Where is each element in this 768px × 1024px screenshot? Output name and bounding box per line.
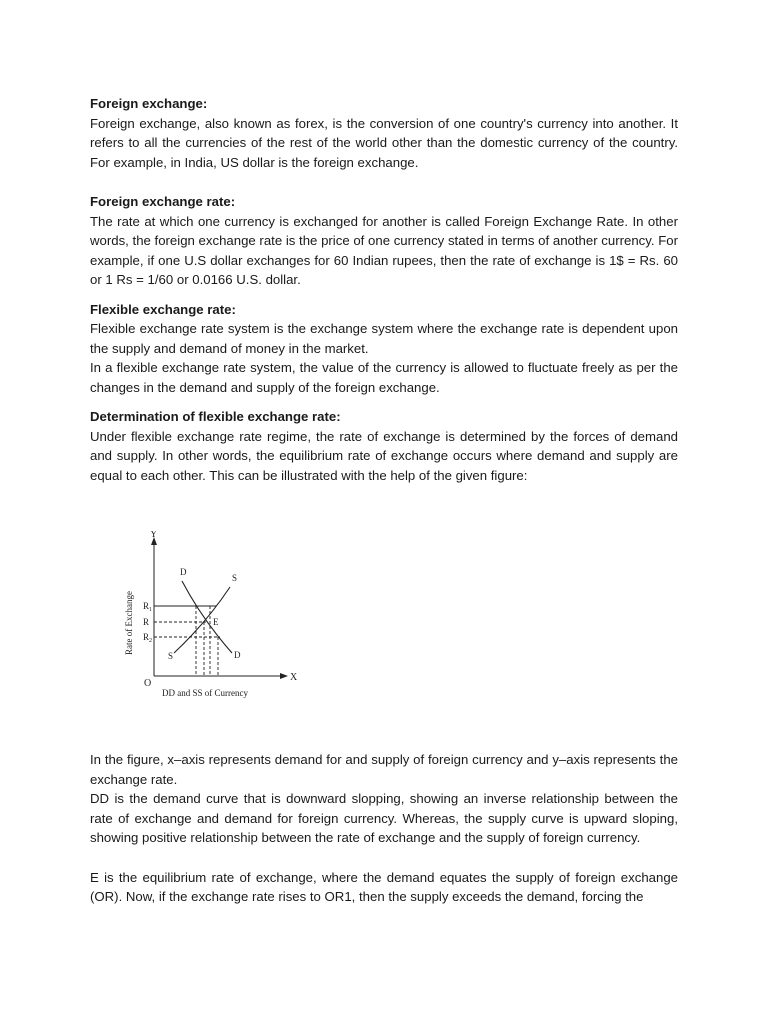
section-heading: Foreign exchange rate:: [90, 194, 236, 209]
demand-curve: [182, 581, 232, 653]
demand-label-bottom: D: [234, 650, 241, 660]
x-axis-arrow: [280, 673, 288, 679]
y-axis-letter: Y: [150, 531, 158, 540]
rate-r1-label: $R_1$: [143, 601, 153, 613]
section-determination: [90, 407, 678, 485]
x-axis-letter: X: [290, 672, 298, 683]
demand-supply-diagram: [118, 531, 318, 701]
exchange-rate-figure: [90, 511, 678, 736]
section-flexible-exchange-rate: [90, 300, 678, 398]
equilibrium-label: E: [213, 617, 219, 627]
explanation-paragraph: In the figure, x–axis represents demand for and supply of foreign currency and y–axis represents the exchange rate.: [90, 752, 678, 787]
section-paragraph: Foreign exchange, also known as forex, is the conversion of one country's currency into another. It refers to all the currencies of the rest of the world other than the domestic currency of the country. For example, in India, US dollar is the foreign exchange.: [90, 115, 678, 170]
explanation-paragraph: E is the equilibrium rate of exchange, where the demand equates the supply of foreign exchange (OR). Now, if the exchange rate rises to OR1, then the supply exceeds the demand, forcing the: [90, 869, 678, 904]
origin-label: O: [144, 678, 152, 689]
rate-r2-label: $R_2$: [143, 632, 153, 644]
section-paragraph: In a flexible exchange rate system, the value of the currency is allowed to fluctuate freely as per the changes in the demand and supply of the foreign exchange.: [90, 360, 678, 395]
supply-label-bottom: S: [168, 651, 174, 661]
figure-explanation: [90, 750, 678, 907]
section-heading: Determination of flexible exchange rate:: [90, 409, 341, 424]
section-heading: Foreign exchange:: [90, 96, 208, 111]
rate-r-label: R: [143, 617, 150, 627]
supply-curve: [174, 587, 230, 653]
demand-label-top: D: [180, 567, 187, 577]
x-axis-title: DD and SS of Currency: [162, 688, 248, 698]
section-heading: Flexible exchange rate:: [90, 301, 236, 317]
section-foreign-exchange: [90, 94, 678, 172]
y-axis-title: Rate of Exchange: [124, 591, 134, 655]
section-paragraph: Under flexible exchange rate regime, the rate of exchange is determined by the forces of demand and supply. In other words, the equilibrium rate of exchange occurs where demand and supply are equal to each other. This can be illustrated with the help of the given figure:: [90, 428, 678, 483]
supply-label-top: S: [232, 573, 238, 583]
section-paragraph: The rate at which one currency is exchanged for another is called Foreign Exchange Rate. In other words, the foreign exchange rate is the price of one currency stated in terms of another currency. For example, if one U.S dollar exchanges for 60 Indian rupees, then the rate of exchange is 1$ = Rs. 60 or 1 Rs = 1/60 or 0.0166 U.S. dollar.: [90, 213, 678, 287]
section-foreign-exchange-rate: [90, 192, 678, 290]
document-page: [90, 94, 678, 907]
section-paragraph: Flexible exchange rate system is the exchange system where the exchange rate is dependent upon the supply and demand of money in the market.: [90, 321, 678, 356]
explanation-paragraph: DD is the demand curve that is downward slopping, showing an inverse relationship between the rate of exchange and demand for foreign currency. Whereas, the supply curve is upward sloping, showing positive relationship between the rate of exchange and the supply of foreign currency.: [90, 791, 678, 845]
